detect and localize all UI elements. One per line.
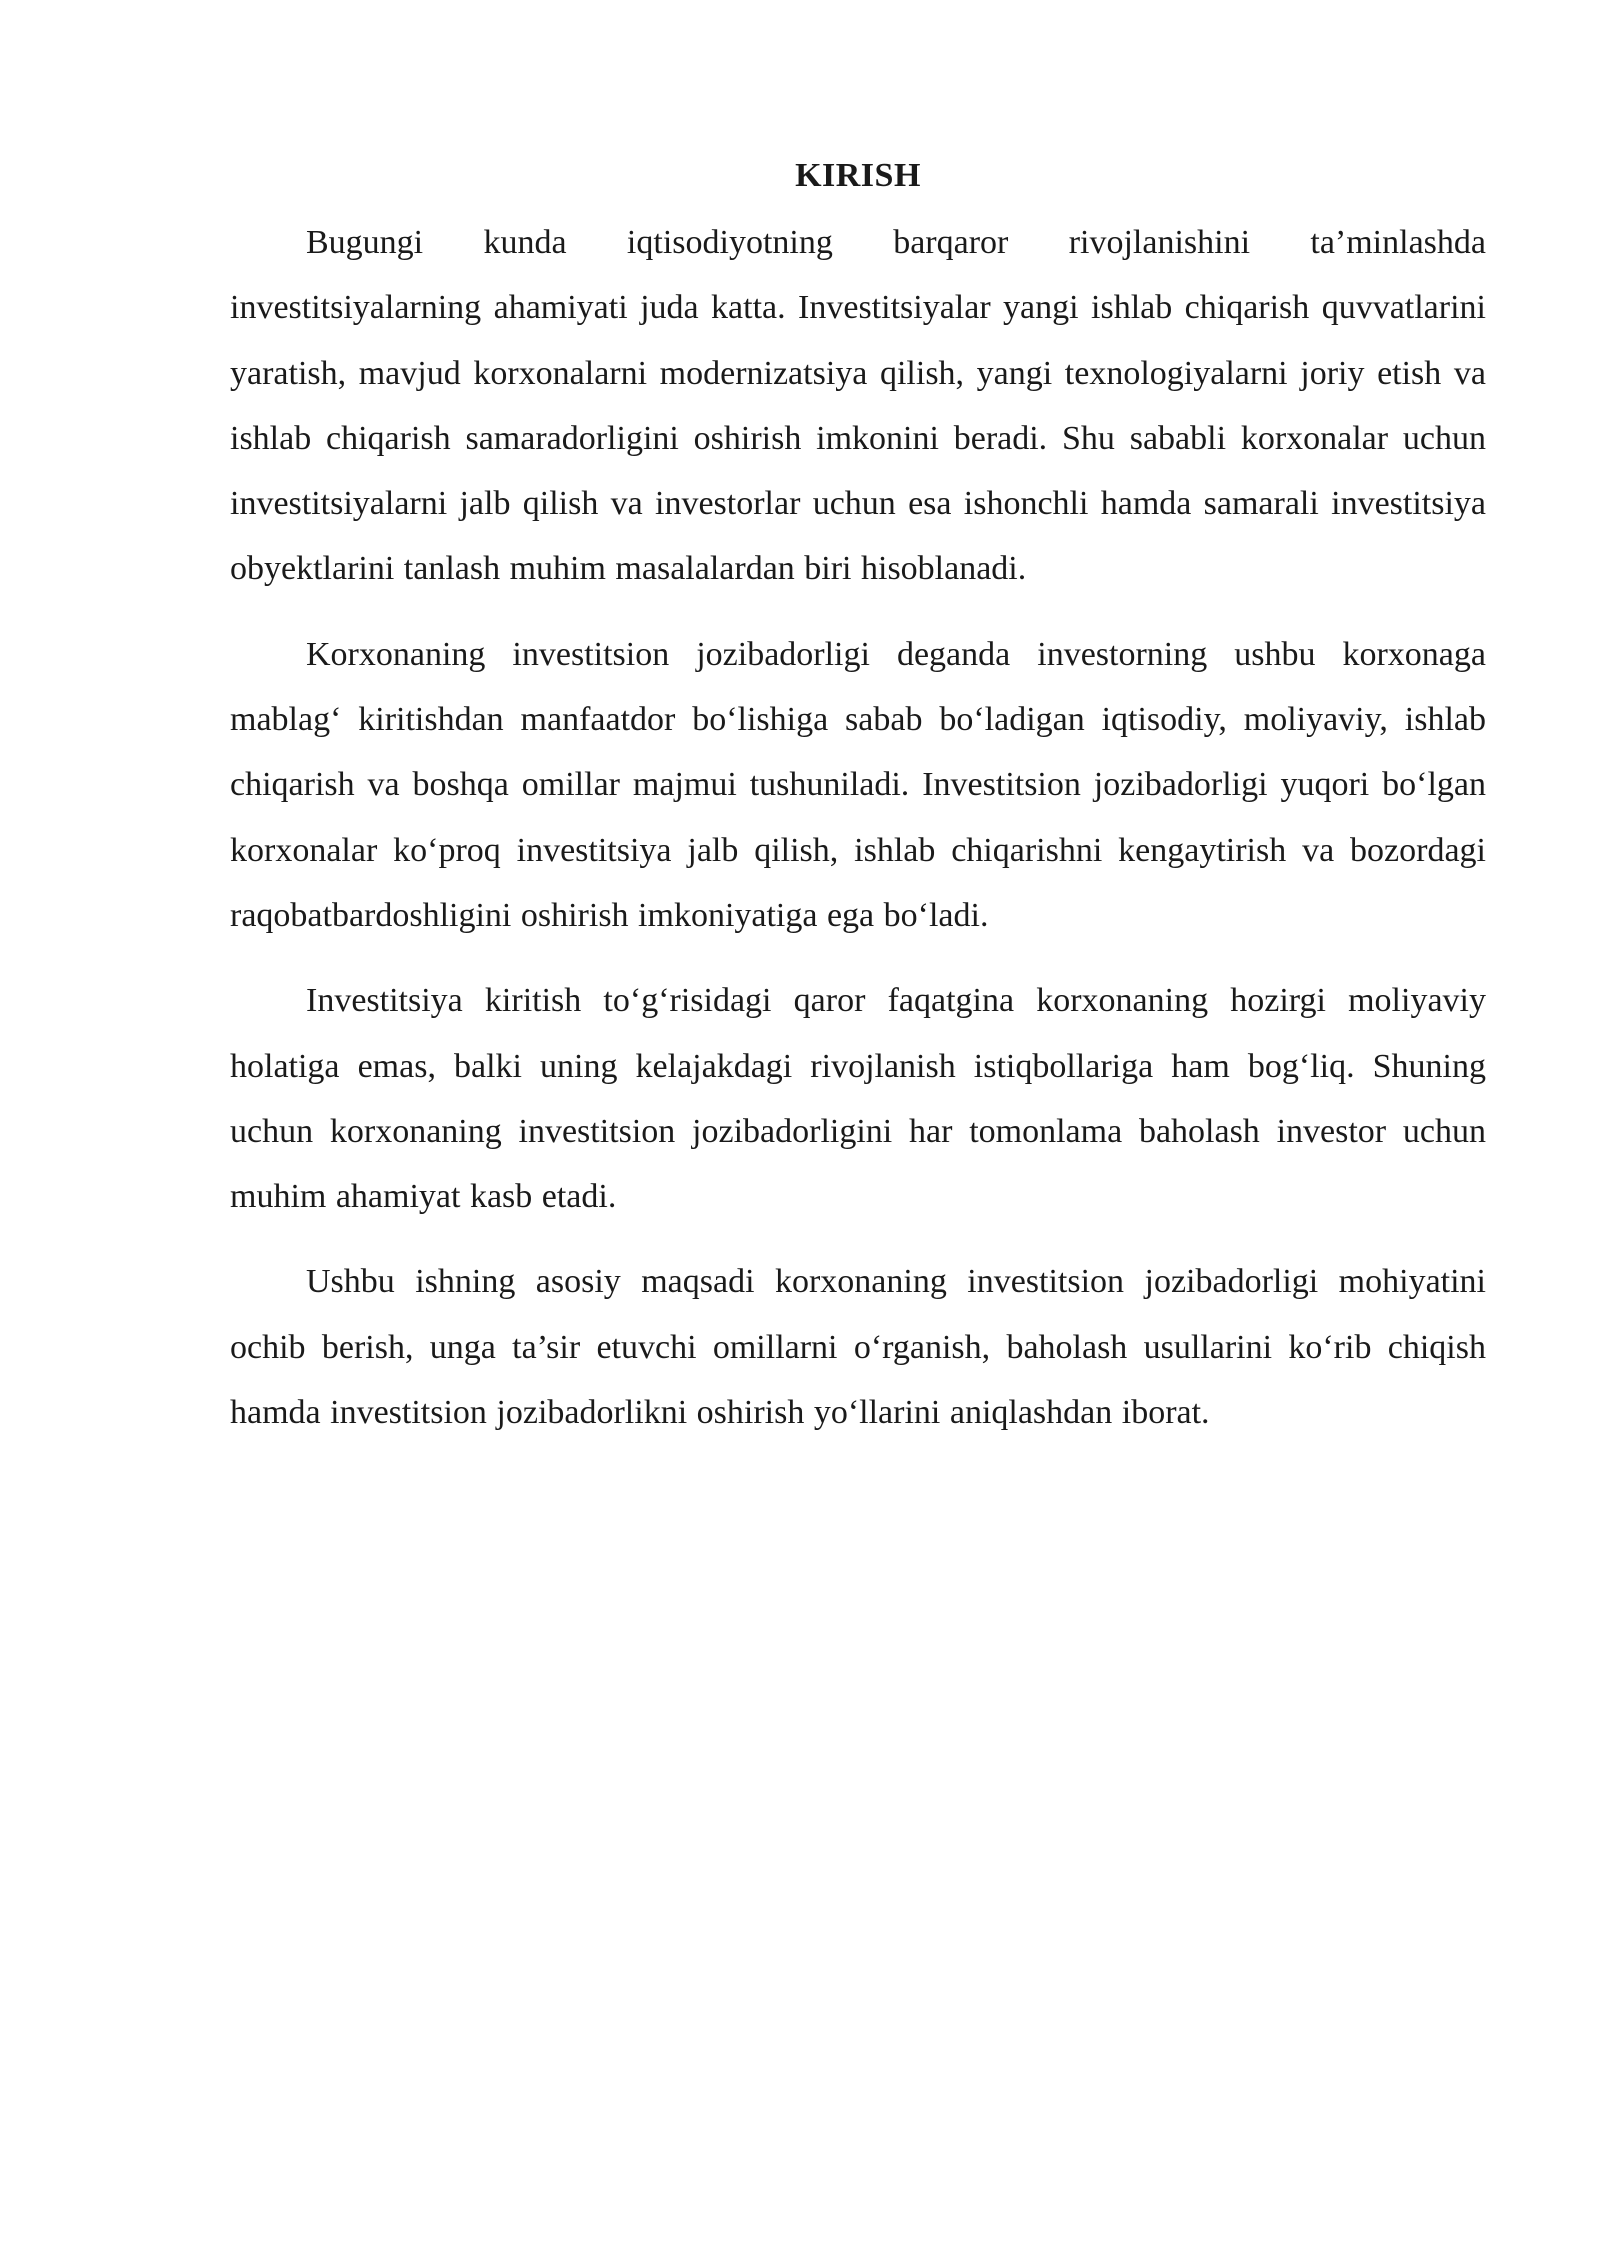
- paragraph-3: Investitsiya kiritish to‘g‘risidagi qaror faqatgina korxonaning hozirgi moliyaviy holatiga emas, balki uning kelajakdagi rivojlanish istiqbollariga ham bog‘liq. Shuning uchun korxonaning investitsion jozibadorligini har tomonlama baholash investor uchun muhim ahamiyat kasb etadi.: [230, 982, 1486, 1216]
- document-body: [230, 150, 1486, 1465]
- document-title: KIRISH: [795, 157, 921, 194]
- paragraph-1: Bugungi kunda iqtisodiyotning barqaror rivojlanishini ta’minlashda investitsiyalarning ahamiyati juda katta. Investitsiyalar yangi ishlab chiqarish quvvatlarini yaratish, mavjud korxonalarni modernizatsiya qilish, yangi texnologiyalarni joriy etish va ishlab chiqarish samaradorligini oshirish imkonini beradi. Shu sababli korxonalar uchun investitsiyalarni jalb qilish va investorlar uchun esa ishonchli hamda samarali investitsiya obyektlarini tanlash muhim masalalardan biri hisoblanadi.: [230, 224, 1486, 588]
- paragraph-2: Korxonaning investitsion jozibadorligi deganda investorning ushbu korxonaga mablag‘ kiritishdan manfaatdor bo‘lishiga sabab bo‘ladigan iqtisodiy, moliyaviy, ishlab chiqarish va boshqa omillar majmui tushuniladi. Investitsion jozibadorligi yuqori bo‘lgan korxonalar ko‘proq investitsiya jalb qilish, ishlab chiqarishni kengaytirish va bozordagi raqobatbardoshligini oshirish imkoniyatiga ega bo‘ladi.: [230, 635, 1486, 934]
- paragraph-4: Ushbu ishning asosiy maqsadi korxonaning investitsion jozibadorligi mohiyatini ochib berish, unga ta’sir etuvchi omillarni o‘rganish, baholash usullarini ko‘rib chiqish hamda investitsion jozibadorlikni oshirish yo‘llarini aniqlashdan iborat.: [230, 1263, 1486, 1432]
